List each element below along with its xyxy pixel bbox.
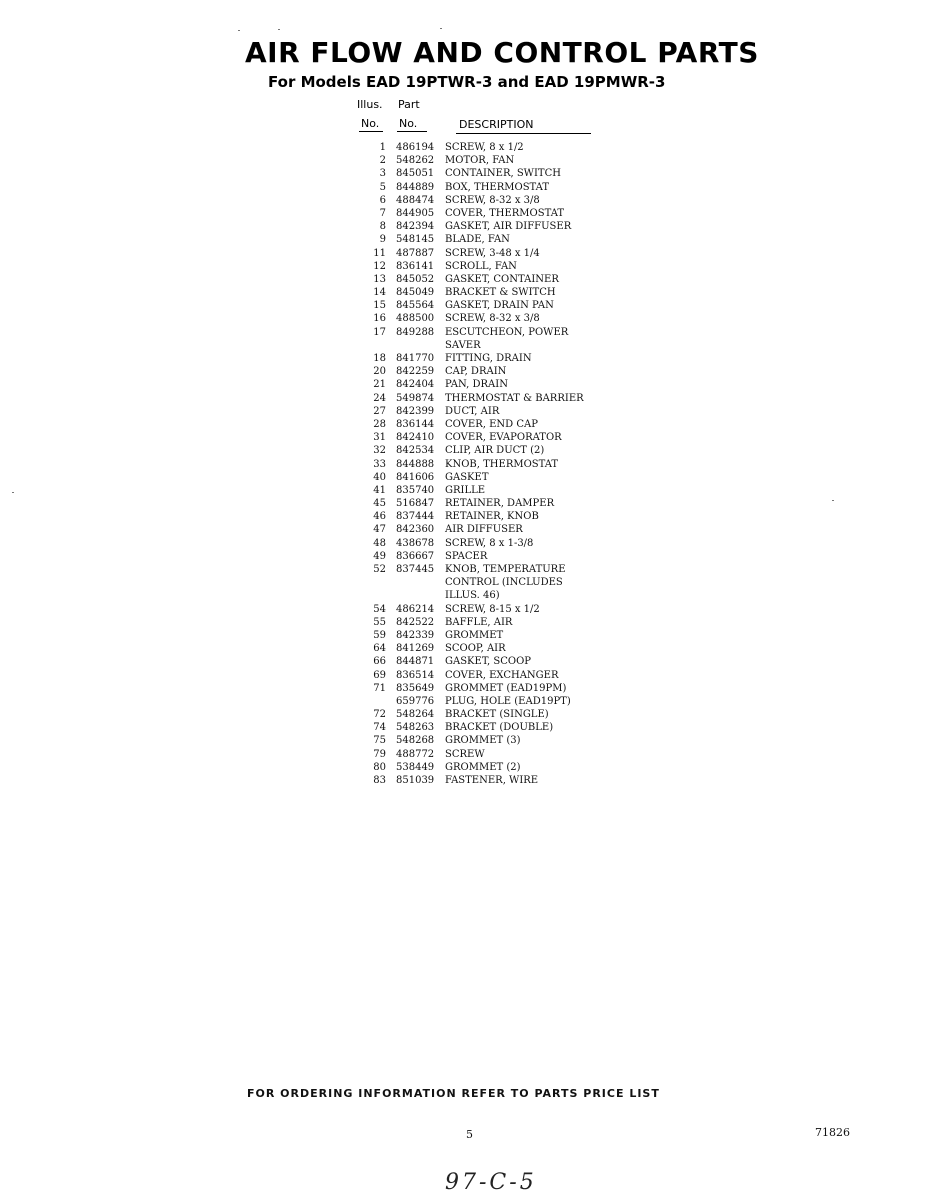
table-row [360,181,620,194]
header-illus-top: Illus. [357,98,383,111]
illus-number: 79 [373,748,386,760]
header-illus-bottom: No. [361,117,380,130]
part-description: COVER, EVAPORATOR [445,432,562,444]
part-number: 841606 [396,471,435,483]
part-number: 836667 [396,550,435,562]
part-number: 842399 [396,405,435,417]
table-row [360,721,620,734]
part-number: 842410 [396,432,435,444]
table-row [360,695,620,708]
part-number: 835740 [396,484,435,496]
handwritten-note: 97-C-5 [445,1170,537,1195]
part-number: 845051 [396,168,435,180]
part-description: GASKET, DRAIN PAN [445,300,554,312]
illus-number: 59 [373,629,386,641]
illus-number: 6 [379,194,386,206]
part-number: 844871 [396,656,435,668]
table-row [360,458,620,471]
part-description: CAP, DRAIN [445,366,507,378]
scan-speck [12,492,14,493]
table-row [360,220,620,233]
table-row [360,194,620,207]
illus-number: 1 [379,142,386,153]
header-part-bottom: No. [399,117,418,130]
scan-speck [440,28,442,29]
illus-number: 52 [373,564,386,575]
illus-number: 7 [379,207,386,219]
table-row [360,312,620,325]
part-number: 836141 [396,260,435,272]
table-row [360,418,620,431]
part-number: 844905 [396,207,435,219]
illus-number: 12 [373,260,386,272]
table-row [360,761,620,774]
part-number: 486214 [396,603,435,615]
illus-number: 54 [373,603,386,615]
illus-number: 49 [373,550,386,562]
page-number: 5 [466,1128,473,1141]
part-description: THERMOSTAT & BARRIER [445,392,584,404]
part-number: 659776 [396,695,435,707]
scan-speck [832,500,834,501]
part-description: BRACKET (SINGLE) [445,709,549,721]
part-number: 849288 [396,326,435,338]
part-number: 438678 [396,537,435,549]
table-row [360,655,620,668]
part-description: SCREW [445,748,485,760]
table-row [360,629,620,642]
part-description: COVER, END CAP [445,418,538,430]
scan-speck [278,29,280,30]
part-number: 835649 [396,682,435,694]
part-description: GRILLE [445,484,486,496]
part-description: CONTAINER, SWITCH [445,168,561,180]
part-number: 516847 [396,498,435,510]
illus-number: 11 [373,247,386,259]
table-row [360,550,620,563]
header-rule-part [397,131,427,132]
part-number: 837445 [396,564,435,575]
parts-table [360,141,620,787]
part-description: SPACER [445,550,488,562]
part-number: 842360 [396,524,435,536]
part-description: BAFFLE, AIR [445,616,513,628]
page-title: AIR FLOW AND CONTROL PARTS [245,36,759,69]
part-number: 549874 [396,392,435,404]
illus-number: 69 [373,669,386,681]
part-description: RETAINER, DAMPER [445,498,555,510]
table-row [360,286,620,299]
part-description: SCREW, 8-15 x 1/2 [445,603,540,615]
table-row [360,247,620,260]
part-description: GROMMET (EAD19PM) [445,682,567,694]
table-row [360,444,620,457]
header-rule-illus [359,131,383,132]
table-row [360,523,620,536]
table-row [360,299,620,312]
part-description: GASKET, SCOOP [445,656,532,668]
scan-speck [238,30,240,31]
table-row [360,154,620,167]
part-description: PLUG, HOLE (EAD19PT) [445,695,571,707]
part-description: BLADE, FAN [445,234,510,246]
table-row [360,207,620,220]
illus-number: 46 [373,511,386,523]
illus-number: 15 [373,300,386,312]
illus-number: 45 [373,498,386,510]
part-description: ESCUTCHEON, POWER [445,326,569,338]
illus-number: 72 [373,709,386,721]
table-row [360,669,620,682]
table-row [360,141,620,154]
illus-number: 66 [373,656,386,668]
header-rule-description [456,133,591,134]
part-number: 548264 [396,709,435,721]
part-number: 486194 [396,142,435,153]
illus-number: 3 [379,168,386,180]
part-description: SCROLL, FAN [445,260,517,272]
part-description: SCREW, 8-32 x 3/8 [445,194,540,206]
part-description: RETAINER, KNOB [445,511,539,523]
part-number: 548268 [396,735,435,747]
part-number: 548145 [396,234,435,246]
table-row [360,233,620,246]
table-row [360,471,620,484]
illus-number: 47 [373,524,386,536]
table-row [360,365,620,378]
table-row [360,734,620,747]
table-row [360,431,620,444]
part-description: COVER, THERMOSTAT [445,207,565,219]
illus-number: 21 [373,379,386,391]
table-row [360,339,620,352]
table-row [360,616,620,629]
table-row [360,748,620,761]
illus-number: 74 [373,722,386,734]
part-description: GASKET [445,471,489,483]
part-description: COVER, EXCHANGER [445,669,559,681]
part-description: SCREW, 8 x 1-3/8 [445,537,534,549]
table-row [360,563,620,576]
table-row [360,260,620,273]
part-description: GASKET, AIR DIFFUSER [445,221,572,233]
part-description: KNOB, THERMOSTAT [445,458,559,470]
part-number: 538449 [396,761,435,773]
illus-number: 14 [373,287,386,299]
document-id: 71826 [815,1126,850,1139]
table-row [360,378,620,391]
part-number: 488474 [396,194,435,206]
part-number: 842404 [396,379,435,391]
illus-number: 33 [373,458,386,470]
illus-number: 17 [373,326,386,338]
illus-number: 5 [379,181,386,193]
table-row [360,576,620,589]
part-number: 548263 [396,722,435,734]
header-part-top: Part [398,98,420,111]
illus-number: 80 [373,761,386,773]
table-row [360,642,620,655]
part-number: 841269 [396,643,435,655]
part-description: SCOOP, AIR [445,643,506,655]
illus-number: 16 [373,313,386,325]
part-description: BRACKET & SWITCH [445,287,556,299]
part-description: SCREW, 8-32 x 3/8 [445,313,540,325]
table-row [360,497,620,510]
part-description: FASTENER, WIRE [445,775,539,786]
part-number: 842339 [396,629,435,641]
header-description: DESCRIPTION [459,118,534,131]
illus-number: 64 [373,643,386,655]
part-description: GROMMET (2) [445,761,521,773]
illus-number: 24 [373,392,386,404]
part-number: 845564 [396,300,435,312]
part-number: 842259 [396,366,435,378]
illus-number: 18 [373,353,386,364]
illus-number: 32 [373,445,386,457]
illus-number: 9 [379,234,386,246]
ordering-footer: FOR ORDERING INFORMATION REFER TO PARTS PRICE LIST [247,1087,660,1100]
part-description: FITTING, DRAIN [445,353,532,364]
part-description: GASKET, CONTAINER [445,273,559,285]
illus-number: 55 [373,616,386,628]
illus-number: 28 [373,418,386,430]
table-row [360,603,620,616]
table-row [360,352,620,365]
models-subtitle: For Models EAD 19PTWR-3 and EAD 19PMWR-3 [268,73,666,91]
part-number: 845052 [396,273,435,285]
part-number: 842522 [396,616,435,628]
illus-number: 2 [379,155,386,167]
table-row [360,774,620,787]
part-number: 844888 [396,458,435,470]
illus-number: 13 [373,273,386,285]
part-description: KNOB, TEMPERATURE [445,564,566,575]
part-number: 548262 [396,155,435,167]
table-row [360,405,620,418]
table-row [360,326,620,339]
part-number: 842394 [396,221,435,233]
part-number: 851039 [396,775,435,786]
part-description: AIR DIFFUSER [445,524,523,536]
part-description: SCREW, 3-48 x 1/4 [445,247,540,259]
table-row [360,484,620,497]
part-description: SAVER [445,339,481,351]
part-description: ILLUS. 46) [445,590,500,602]
part-number: 836144 [396,418,435,430]
part-description: PAN, DRAIN [445,379,508,391]
illus-number: 71 [373,682,386,694]
table-row [360,273,620,286]
illus-number: 75 [373,735,386,747]
part-description: BRACKET (DOUBLE) [445,722,554,734]
part-number: 488500 [396,313,435,325]
illus-number: 40 [373,471,386,483]
table-row [360,682,620,695]
part-number: 487887 [396,247,435,259]
illus-number: 48 [373,537,386,549]
part-number: 844889 [396,181,435,193]
illus-number: 83 [373,775,386,786]
table-row [360,537,620,550]
table-row [360,708,620,721]
part-description: GROMMET [445,629,504,641]
part-number: 488772 [396,748,435,760]
part-description: MOTOR, FAN [445,155,515,167]
illus-number: 31 [373,432,386,444]
part-description: GROMMET (3) [445,735,521,747]
part-description: DUCT, AIR [445,405,500,417]
illus-number: 27 [373,405,386,417]
table-row [360,510,620,523]
illus-number: 41 [373,484,386,496]
part-number: 836514 [396,669,435,681]
part-number: 841770 [396,353,435,364]
table-row [360,589,620,602]
part-description: CONTROL (INCLUDES [445,577,563,589]
part-number: 837444 [396,511,435,523]
illus-number: 8 [379,221,386,233]
part-description: CLIP, AIR DUCT (2) [445,445,545,457]
table-row [360,392,620,405]
part-description: BOX, THERMOSTAT [445,181,550,193]
part-number: 842534 [396,445,435,457]
illus-number: 20 [373,366,386,378]
part-number: 845049 [396,287,435,299]
table-row [360,167,620,180]
part-description: SCREW, 8 x 1/2 [445,142,524,153]
